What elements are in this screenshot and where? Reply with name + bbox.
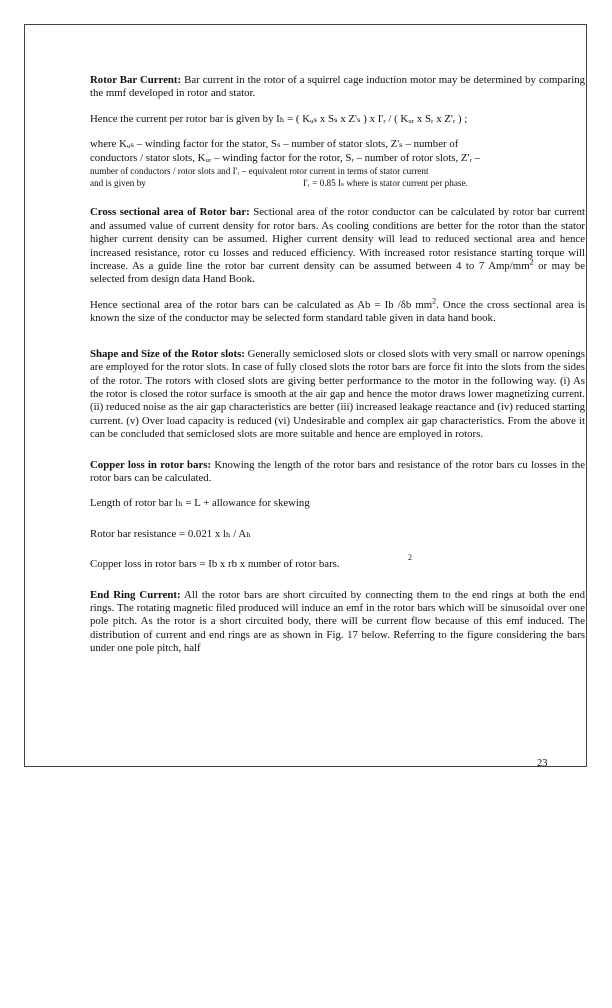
copper-loss-heading: Copper loss in rotor bars: [90,458,212,471]
copper-loss-equation: Copper loss in rotor bars = Ib x rb x number of rotor bars. [90,558,340,571]
length-equation: Length of rotor bar lₕ = L + allowance for skewing [90,497,310,510]
cross-section-body: Sectional area of the rotor conductor can be calculated by rotor bar current and assumed value of current density for rotor bars. As cooling conditions are better for the rotor than the stator higher current density can be assumed. Higher current density will lead to reduced sectional area and hence increased resistance, rotor cu losses and reduced efficiency. With increased rotor resistance starting torque will increase. As a guide line the rotor bar current density can be assumed between 4 to 7 Amp/mm [90,206,585,273]
rotor-bar-current-body: Bar current in the rotor of a squirrel cage induction motor may be determined by comparing the mmf developed in rotor and stator. [90,74,586,100]
hence-area-text: Hence sectional area of the rotor bars can be calculated as Ab = Ib /δb mm [90,298,433,311]
page-content [90,74,585,656]
shape-size-paragraph [90,348,585,442]
given-by-label: and is given by [90,178,146,189]
copper-loss-paragraph [90,459,585,486]
copper-loss-body: Knowing the length of the rotor bars and resistance of the rotor bars cu losses in the rotor bars can be calculated. [90,458,586,484]
shape-size-heading: Shape and Size of the Rotor slots: [90,347,245,360]
rotor-bar-current-formula: Hence the current per rotor bar is given by Iₕ = ( Kᵤₛ x Sₛ x Z'ₛ ) x I'ᵣ / ( Kᵤᵣ x Sᵣ x Z'ᵣ ) ; [90,112,468,125]
resistance-equation: Rotor bar resistance = 0.021 x lₕ / Aₕ [90,527,251,540]
where-line-1: where Kᵤₛ – winding factor for the stator, Sₛ – number of stator slots, Z'ₛ – number of [90,138,459,151]
end-ring-heading: End Ring Current: [90,588,181,601]
hence-area-sup: 2 [432,296,437,306]
cross-section-body-tail: or may be selected from design data Hand Book. [90,260,585,286]
rotor-bar-current-paragraph [90,74,585,101]
hence-area-paragraph [90,296,585,326]
copper-loss-sup: 2 [408,553,412,563]
hence-area-tail: . Once the cross sectional area is known the size of the conductor may be selected form standard table given in data hand book. [90,298,585,325]
rotor-bar-current-heading: Rotor Bar Current: [90,74,182,86]
shape-size-body: Generally semiclosed slots or closed slots with very small or narrow openings are employed for the rotor slots. In case of fully closed slots the rotor bars are force fit into the slots from the sides of the rotor. The rotors with closed slots are giving better performance to the motor in the following way. (i) As the rotor is closed the rotor surface is smooth at the air gap and hence the motor draws lower magnetizing current. (ii) reduced noise as the air gap characteristics are better (iii) increased leakage reactance and (iv) reduced starting current. (v) Over load capacity is reduced (vi) Undesirable and complex air gap characteristics. From the above it can be concluded that semiclosed slots are more suitable and hence are employed in rotors. [90,347,585,441]
cross-section-sup: 2 [529,257,534,267]
given-by-formula: I'ᵣ = 0.85 Iₛ where is stator current per phase. [303,178,468,189]
cross-section-paragraph [90,206,585,286]
copper-loss-equation-line [90,553,585,571]
end-ring-paragraph [90,589,585,656]
where-line-3: number of conductors / rotor slots and I'ᵣ – equivalent rotor current in terms of stator current [90,166,429,177]
end-ring-body: All the rotor bars are short circuited by connecting them to the end rings at both the end rings. The rotating magnetic filed produced will induce an emf in the rotor bars which will be sinusoidal over one pole pitch. As the rotor is a short circuited body, there will be current flow because of this emf induced. The distribution of current and end rings are as shown in Fig. 17 below. Referring to the figure considering the bars under one pole pitch, half [90,588,585,655]
page-number: 23 [537,758,548,769]
given-by-line [90,177,585,189]
cross-section-heading: Cross sectional area of Rotor bar: [90,206,250,219]
where-line-2: conductors / stator slots, Kᵤᵣ – winding factor for the rotor, Sᵣ – number of rotor slots, Z'ᵣ – [90,151,481,164]
